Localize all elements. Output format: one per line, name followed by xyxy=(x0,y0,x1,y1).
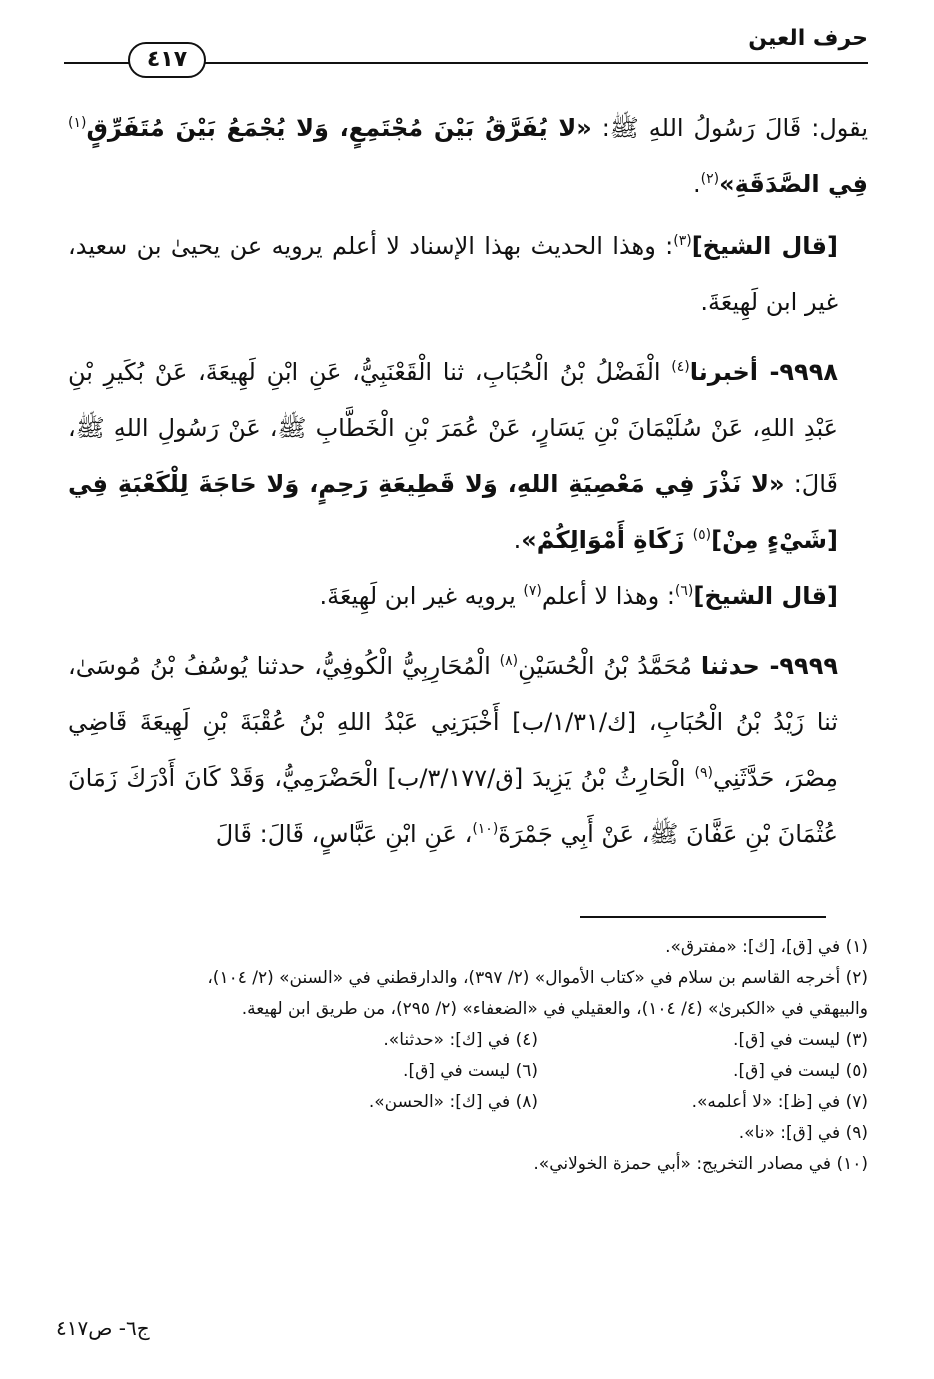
footnote-row xyxy=(68,1025,868,1056)
paragraph-sheikh-note xyxy=(68,218,868,330)
footnote-3: (٣) ليست في [ق]. xyxy=(733,1030,868,1050)
hadith-9998 xyxy=(68,344,868,568)
isnad-text: مُحَمَّدُ بْنُ الْحُسَيْنِ xyxy=(518,652,701,680)
text-span: : وهذا الحديث بهذا الإسناد لا أعلم يرويه عن يحيىٰ بن سعيد، غير ابن لَهِيعَةَ. xyxy=(68,232,838,316)
text-span: يرويه غير ابن لَهِيعَةَ. xyxy=(319,582,524,610)
hadith-number: ٩٩٩٨- xyxy=(758,358,838,386)
hadith-9999 xyxy=(68,638,868,862)
text-span: : وهذا لا أعلم xyxy=(541,582,675,610)
paragraph-sheikh-note xyxy=(68,568,868,624)
paragraph-quote xyxy=(68,100,868,212)
footnote-ref: (١) xyxy=(68,115,87,131)
footnote-ref: (٩) xyxy=(694,765,713,781)
footnote-ref: (٤) xyxy=(671,359,690,375)
narration-keyword: حدثنا xyxy=(700,652,760,680)
narration-keyword: أخبرنا xyxy=(689,358,759,386)
footnotes xyxy=(68,932,868,1180)
hadith-text: «لا نَذْرَ فِي مَعْصِيَةِ اللهِ، وَلا قَطِيعَةِ رَحِمٍ، وَلا حَاجَةَ لِلْكَعْبَةِ فِي [شَيْءٍ مِنْ] xyxy=(68,470,838,554)
footnote-row xyxy=(68,1087,868,1118)
footnote-ref: (٧) xyxy=(523,583,542,599)
footnote-ref: (٦) xyxy=(674,583,694,599)
text-span: . xyxy=(693,170,701,198)
page-number-badge: ٤١٧ xyxy=(128,42,206,78)
footnote-8: (٨) في [ك]: «الحسن». xyxy=(368,1092,538,1112)
running-head: حرف العين xyxy=(748,26,868,51)
footnote-6: (٦) ليست في [ق]. xyxy=(403,1061,538,1081)
footnote-5: (٥) ليست في [ق]. xyxy=(733,1061,868,1081)
isnad-text: الْفَضْلُ بْنُ الْحُبَابِ، ثنا الْقَعْنَبِيُّ، عَنِ ابْنِ لَهِيعَةَ، عَنْ بُكَيرِ بْنِ عَبْدِ اللهِ، عَنْ سُلَيْمَانَ بْنِ يَسَارٍ، عَنْ عُمَرَ بْنِ الْخَطَّابِ ﷺ، عَنْ رَسُولِ اللهِ ﷺ، قَالَ: xyxy=(68,358,838,498)
footnote-rule xyxy=(580,916,826,918)
footnote-ref: (٢) xyxy=(700,171,720,187)
sheikh-label: [قال الشيخ] xyxy=(693,582,838,610)
footnote-ref: (١٠) xyxy=(472,821,499,837)
footnote-ref: (٥) xyxy=(692,527,712,543)
main-text xyxy=(68,100,868,862)
sheikh-label: [قال الشيخ] xyxy=(691,232,838,260)
footnote-2: (٢) أخرجه القاسم بن سلام في «كتاب الأموال» (٢/ ٣٩٧)، والدارقطني في «السنن» (٢/ ١٠٤)، xyxy=(207,968,868,988)
hadith-text: فِي الصَّدَقَةِ» xyxy=(719,170,868,198)
hadith-number: ٩٩٩٩- xyxy=(759,652,838,680)
footnote-1: (١) في [ق]، [ك]: «مفترق». xyxy=(665,937,868,957)
hadith-text: زَكَاةِ أَمْوَالِكُمْ» xyxy=(521,526,693,554)
footnote-10: (١٠) في مصادر التخريج: «أبي حمزة الخولاني». xyxy=(533,1154,868,1174)
footnote-ref: (٣) xyxy=(673,233,692,249)
hadith-text: «لا يُفَرَّقُ بَيْنَ مُجْتَمِعٍ، وَلا يُجْمَعُ بَيْنَ مُتَفَرِّقٍ xyxy=(86,114,592,142)
isnad-text: الْمُحَارِبِيُّ الْكُوفِيُّ، حدثنا يُوسُفُ بْنُ مُوسَىٰ، ثنا زَيْدُ بْنُ الْحُبَابِ، [ك/١/٣١/ب] أَخْبَرَنِي عَبْدُ اللهِ بْنُ عُقْبَةَ بْنِ لَهِيعَةَ قَاضِي مِصْرَ، حَدَّثَنِي xyxy=(68,652,838,792)
footnote-4: (٤) في [ك]: «حدثنا». xyxy=(383,1030,538,1050)
footnote-row xyxy=(68,1056,868,1087)
footnote-9: (٩) في [ق]: «نا». xyxy=(738,1123,868,1143)
footnote-ref: (٨) xyxy=(499,653,519,669)
volume-page-ref: ج٦- ص٤١٧ xyxy=(56,1316,150,1340)
footnote-2-continued: والبيهقي في «الكبرىٰ» (٤/ ١٠٤)، والعقيلي في «الضعفاء» (٢/ ٢٩٥)، من طريق ابن لهيعة. xyxy=(241,999,868,1019)
text-span: . xyxy=(513,526,522,554)
text-span: يقول: قَالَ رَسُولُ اللهِ ﷺ: xyxy=(591,114,869,142)
footnote-7: (٧) في [ظ]: «لا أعلمه». xyxy=(691,1092,868,1112)
isnad-text: الْحَارِثُ بْنُ يَزِيدَ [ق/٣/١٧٧/ب] الْحَضْرَمِيُّ، وَقَدْ كَانَ أَدْرَكَ زَمَانَ عُثْمَانَ بْنِ عَفَّانَ ﷺ، عَنْ أَبِي جَمْرَةَ xyxy=(68,764,838,848)
isnad-text: ، عَنِ ابْنِ عَبَّاسٍ، قَالَ: قَالَ xyxy=(215,820,473,848)
